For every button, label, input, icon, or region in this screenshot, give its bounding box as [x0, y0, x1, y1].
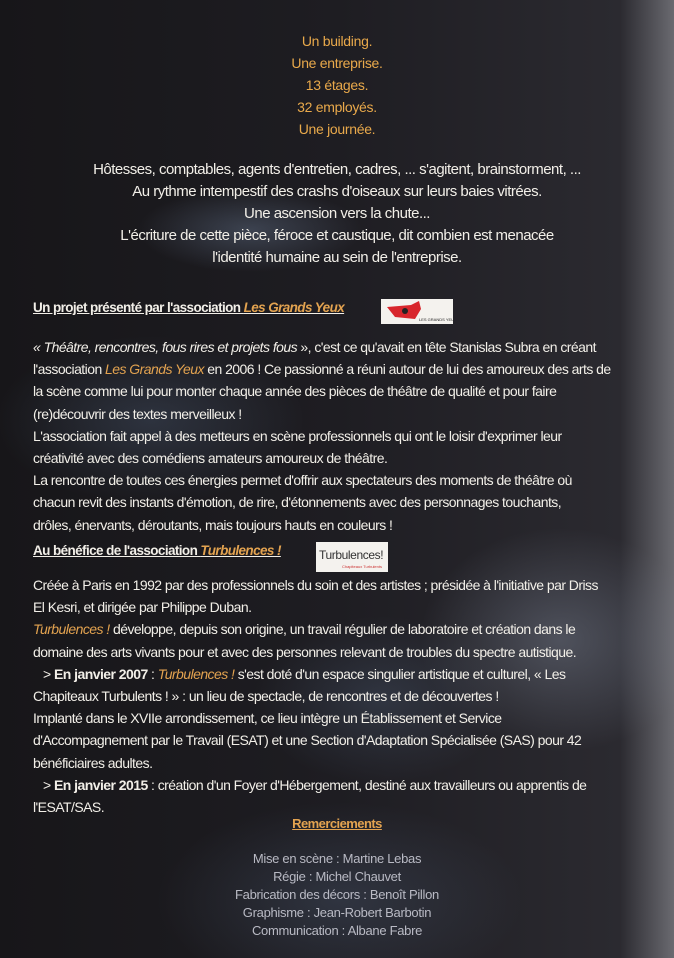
text-segment: drôles, énervants, déroutants, mais toujours hauts en couleurs !	[33, 516, 393, 533]
intro-line: Une journée.	[298, 121, 376, 137]
text-segment: :	[147, 665, 158, 682]
turbulences-logo-sub: Chapiteaux Turbulents	[341, 564, 382, 569]
text-segment: >	[33, 665, 54, 682]
body-line	[33, 360, 611, 378]
svg-text:LES GRANDS YEUX: LES GRANDS YEUX	[419, 317, 453, 322]
body-line	[33, 405, 242, 423]
turbulences-logo	[316, 542, 388, 572]
text-segment: La rencontre de toutes ces énergies permet d'offrir aux spectateurs des moments de théâtre où	[33, 472, 572, 489]
thanks-title: Remerciements	[292, 816, 382, 831]
text-segment: (re)découvrir des textes merveilleux !	[33, 405, 242, 422]
body-line	[33, 493, 561, 511]
body-line	[33, 427, 562, 445]
text-segment: d'Accompagnement par le Travail (ESAT) et une Section d'Adaptation Spécialisée (SAS) pour 42	[33, 732, 582, 749]
text-segment: En janvier 2015	[54, 776, 148, 793]
pitch-line: Au rythme intempestif des crashs d'oiseaux sur leurs baies vitrées.	[132, 183, 542, 200]
text-segment: >	[33, 776, 54, 793]
text-segment: : création d'un Foyer d'Hébergement, destiné aux travailleurs ou apprentis de	[147, 776, 587, 793]
text-segment: Au bénéfice de l'association	[33, 543, 201, 558]
text-segment: », c'est ce qu'avait en tête Stanislas Subra en créant	[297, 339, 596, 355]
body-line	[33, 643, 576, 661]
body-line	[33, 620, 575, 638]
pitch-line: Une ascension vers la chute...	[244, 205, 430, 222]
body-line	[33, 665, 565, 683]
body-line	[33, 382, 556, 400]
pitch-line: L'écriture de cette pièce, féroce et caustique, dit combien est menacée	[120, 227, 554, 244]
text-segment: développe, depuis son origine, un travail régulier de laboratoire et création dans le	[109, 621, 576, 638]
mask-icon	[381, 299, 453, 324]
text-segment: s'est doté d'un espace singulier artistique et culturel, « Les	[234, 665, 566, 682]
body-line	[33, 449, 387, 467]
intro-line: Un building.	[301, 33, 373, 49]
body-line	[33, 338, 596, 356]
les-grands-yeux-logo	[381, 299, 453, 324]
turbulences-logo-text: Turbulences!	[319, 548, 384, 562]
credit-line: Communication : Albane Fabre	[251, 923, 423, 938]
intro-line: Une entreprise.	[291, 55, 383, 71]
body-line	[33, 731, 581, 749]
body-line	[33, 754, 152, 772]
pitch-line: Hôtesses, comptables, agents d'entretien, cadres, ... s'agitent, brainstorment, ...	[93, 161, 581, 178]
text-segment: l'association	[33, 361, 106, 378]
text-segment: en 2006 ! Ce passionné a réuni autour de lui des amoureux des arts de	[203, 361, 611, 378]
credit-line: Graphisme : Jean-Robert Barbotin	[242, 905, 432, 920]
body-line	[33, 687, 499, 705]
text-segment: Un projet présenté par l'association	[33, 300, 244, 315]
section2-header	[33, 542, 281, 560]
text-segment: L'association fait appel à des metteurs en scène professionnels qui ont le loisir d'exprimer leur	[33, 427, 562, 444]
text-segment: El Kesri, et dirigée par Philippe Duban.	[33, 599, 252, 616]
body-line	[33, 709, 502, 727]
text-segment: chacun revit des instants d'émotion, de rire, d'étonnements avec des personnages touchants,	[33, 494, 562, 511]
text-segment: Turbulences !	[200, 543, 281, 558]
text-segment: bénéficiaires adultes.	[33, 754, 153, 771]
section1-header	[33, 299, 344, 317]
text-segment: « Théâtre, rencontres, fous rires et projets fous	[33, 339, 298, 355]
text-segment: Les Grands Yeux	[243, 300, 345, 315]
text-segment: domaine des arts vivants pour et avec des personnes relevant de troubles du spectre autistique.	[33, 643, 577, 660]
text-segment: Chapiteaux Turbulents ! » : un lieu de spectacle, de rencontres et de découvertes !	[33, 688, 499, 704]
text-segment: Implanté dans le XVIIe arrondissement, ce lieu intègre un Établissement et Service	[33, 710, 502, 727]
text-segment: En janvier 2007	[54, 665, 148, 682]
intro-line: 32 employés.	[297, 99, 377, 115]
body-line	[33, 516, 392, 534]
text-segment: la scène comme lui pour monter chaque année des pièces de théâtre de qualité et pour faire	[33, 383, 557, 400]
text-segment: Turbulences !	[157, 665, 235, 682]
text-segment: l'ESAT/SAS.	[33, 799, 105, 815]
credit-line: Mise en scène : Martine Lebas	[252, 851, 422, 866]
text-segment: créativité avec des comédiens amateurs amoureux de théâtre.	[33, 450, 388, 466]
body-line	[33, 598, 251, 616]
body-line	[33, 798, 104, 816]
credit-line: Régie : Michel Chauvet	[273, 869, 401, 884]
pitch-line: l'identité humaine au sein de l'entreprise.	[212, 249, 462, 266]
body-line	[33, 576, 598, 594]
credit-line: Fabrication des décors : Benoît Pillon	[235, 887, 439, 902]
text-segment: Les Grands Yeux	[105, 361, 204, 378]
text-segment: Turbulences !	[33, 621, 110, 638]
body-line	[33, 776, 586, 794]
text-segment: Créée à Paris en 1992 par des professionnels du soin et des artistes ; présidée à l'initiative par Driss	[33, 577, 598, 593]
intro-line: 13 étages.	[305, 77, 369, 93]
body-line	[33, 471, 572, 489]
